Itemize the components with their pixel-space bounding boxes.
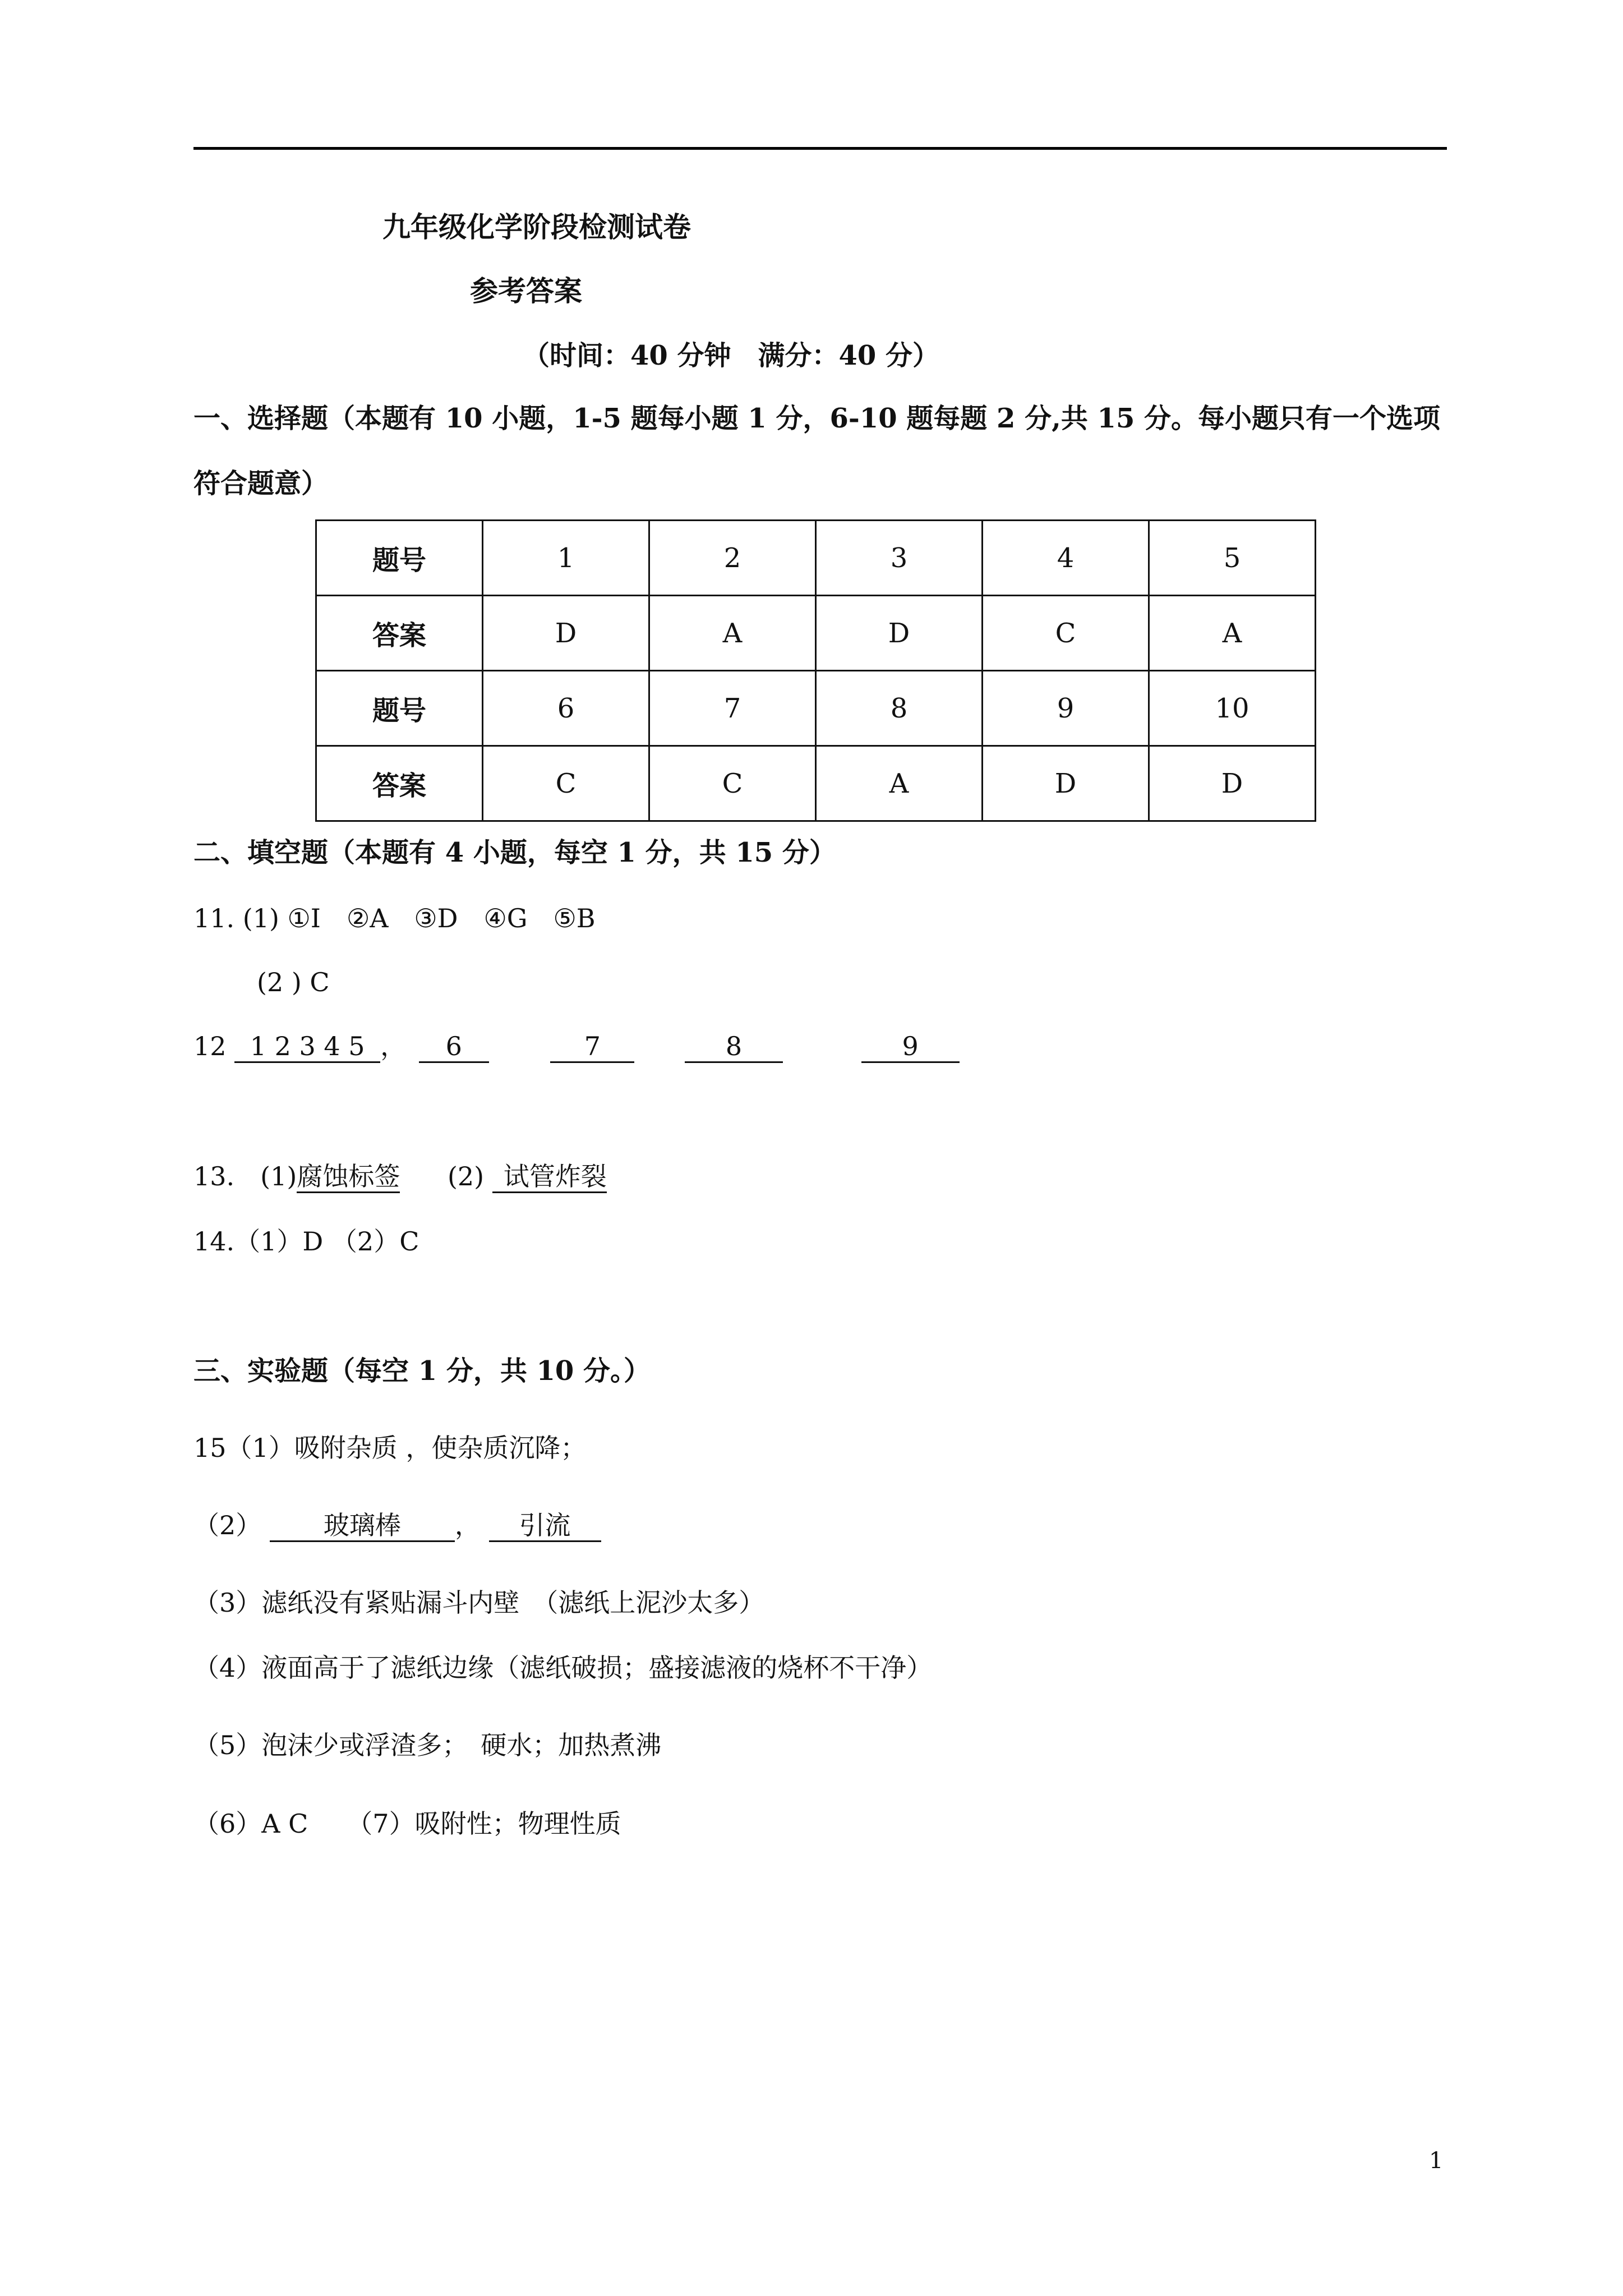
table-cell: D (483, 596, 649, 671)
answer-table (315, 519, 1316, 822)
table-cell: C (649, 746, 816, 821)
table-cell: D (816, 596, 983, 671)
q15-part2-label: （2） (193, 1510, 262, 1540)
q14-line: 14.（1）D （2）C (193, 1226, 419, 1257)
table-row (316, 671, 1316, 746)
q12-blank-5: 9 (861, 1033, 960, 1063)
q13-label: 13. (1) (193, 1161, 297, 1191)
q11-part2 (257, 969, 330, 995)
table-cell: 答案 (316, 746, 483, 821)
q12-separator: ， (380, 1031, 407, 1061)
table-cell: D (983, 746, 1149, 821)
table-cell: C (483, 746, 649, 821)
table-cell: 6 (483, 671, 649, 746)
q12-blank-3: 7 (550, 1033, 634, 1063)
q11-part2-answer: C (310, 967, 330, 997)
table-cell: C (983, 596, 1149, 671)
table-cell: A (1149, 596, 1316, 671)
page-number: 1 (1429, 2148, 1444, 2174)
q15-answer-2: 引流 (489, 1512, 601, 1542)
q13-answer-1: 腐蚀标签 (297, 1163, 400, 1193)
q15-part5: （5）泡沫少或浮渣多； 硬水；加热煮沸 (193, 1730, 662, 1760)
table-cell: 7 (649, 671, 816, 746)
q15-part3: （3）滤纸没有紧贴漏斗内壁 （滤纸上泥沙太多） (193, 1588, 765, 1618)
q15-part2 (193, 1512, 601, 1542)
table-cell: 题号 (316, 521, 483, 596)
q12-blank-4: 8 (685, 1033, 783, 1063)
table-cell: 答案 (316, 596, 483, 671)
exam-title: 九年级化学阶段检测试卷 (382, 210, 691, 243)
table-cell: 2 (649, 521, 816, 596)
section1-heading-cont: 符合题意） (193, 468, 329, 499)
q12-blank-1: 1 2 3 4 5 (234, 1033, 380, 1063)
section2-heading: 二、填空题（本题有 4 小题，每空 1 分，共 15 分） (193, 837, 836, 868)
table-cell: A (649, 596, 816, 671)
q12-line (193, 1033, 960, 1063)
q13-answer-2: 试管炸裂 (492, 1163, 607, 1193)
q12-label: 12 (193, 1031, 227, 1061)
table-cell: A (816, 746, 983, 821)
table-cell: 题号 (316, 671, 483, 746)
header-rule (193, 147, 1447, 150)
table-row (316, 746, 1316, 821)
q11-part1: 11. (1) ①I ②A ③D ④G ⑤B (193, 903, 596, 933)
answer-key-subtitle: 参考答案 (470, 274, 582, 307)
table-cell: 3 (816, 521, 983, 596)
table-row (316, 596, 1316, 671)
exam-info: （时间：40 分钟 满分：40 分） (523, 340, 940, 371)
q15-part6: （6）A C （7）吸附性；物理性质 (193, 1809, 621, 1839)
table-cell: 8 (816, 671, 983, 746)
q15-separator: ， (454, 1510, 481, 1540)
table-cell: D (1149, 746, 1316, 821)
section3-heading: 三、实验题（每空 1 分，共 10 分。） (193, 1355, 651, 1387)
q13-part2-label: (2) (447, 1161, 485, 1191)
q15-part1: 15（1）吸附杂质 ，使杂质沉降； (193, 1433, 587, 1463)
q11-part2-label: (2 ) (257, 967, 302, 997)
table-cell: 4 (983, 521, 1149, 596)
q15-answer-1: 玻璃棒 (270, 1512, 455, 1542)
section1-heading: 一、选择题（本题有 10 小题，1-5 题每小题 1 分，6-10 题每题 2 分,共 15 分。每小题只有一个选项 (193, 403, 1441, 434)
table-row (316, 521, 1316, 596)
q15-part4: （4）液面高于了滤纸边缘（滤纸破损；盛接滤液的烧杯不干净） (193, 1653, 933, 1683)
table-cell: 5 (1149, 521, 1316, 596)
table-cell: 9 (983, 671, 1149, 746)
table-cell: 10 (1149, 671, 1316, 746)
q13-line (193, 1163, 607, 1193)
q12-blank-2: 6 (419, 1033, 489, 1063)
table-cell: 1 (483, 521, 649, 596)
